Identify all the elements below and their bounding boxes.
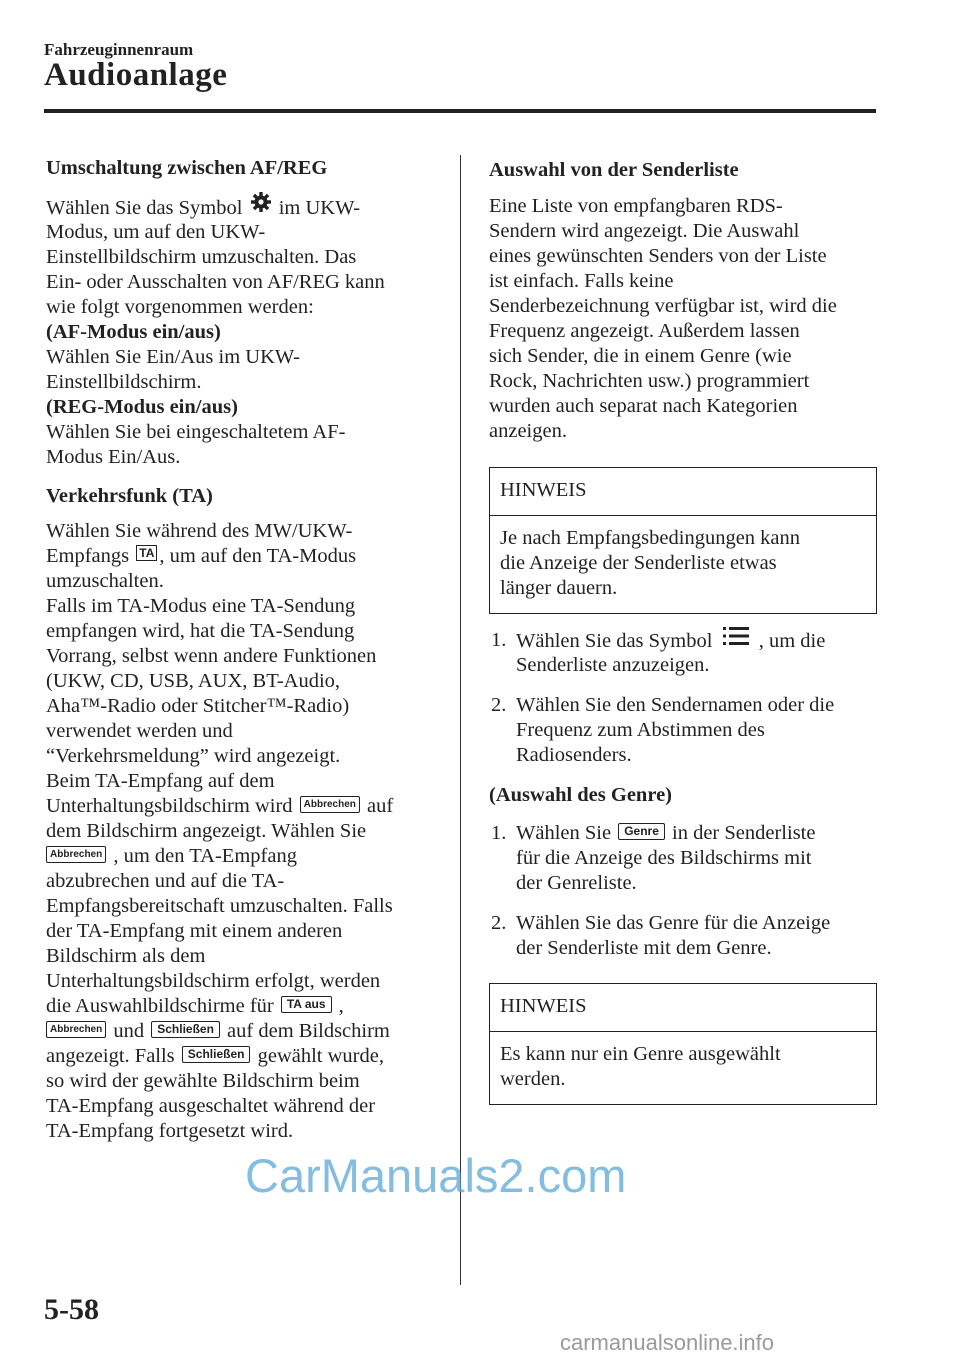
section-label: Fahrzeuginnenraum: [44, 40, 194, 59]
heading-af-reg: Umschaltung zwischen AF/REG: [46, 157, 328, 179]
note-line: die Anzeige der Senderliste etwas: [500, 552, 777, 574]
text-span: , um den TA-Empfang: [113, 845, 297, 867]
abbrechen-button: Abbrechen: [46, 1021, 106, 1038]
text-line: Unterhaltungsbildschirm erfolgt, werden: [46, 970, 381, 992]
text-span: die Auswahlbildschirme für: [46, 995, 274, 1017]
step-number: 2.: [491, 694, 507, 716]
text-span: auf: [367, 795, 394, 817]
text-line: Frequenz angezeigt. Außerdem lassen: [489, 320, 800, 342]
step-number: 1.: [491, 629, 507, 651]
text-line: sich Sender, die in einem Genre (wie: [489, 345, 792, 367]
text-span: im UKW-: [278, 197, 361, 220]
text-line: Radiosenders.: [516, 744, 632, 766]
note-body: [490, 1032, 876, 1104]
text-span: angezeigt. Falls: [46, 1045, 175, 1067]
text-line: wurden auch separat nach Kategorien: [489, 395, 798, 417]
text-line: [46, 994, 344, 1019]
text-line: [516, 821, 815, 846]
text-line: Falls im TA-Modus eine TA-Sendung: [46, 595, 356, 617]
text-line: Wählen Sie Ein/Aus im UKW-: [46, 346, 300, 368]
text-line: anzeigen.: [489, 420, 567, 442]
text-line: Eine Liste von empfangbaren RDS-: [489, 195, 783, 217]
text-line: Senderliste anzuzeigen.: [516, 654, 710, 676]
text-line: der Senderliste mit dem Genre.: [516, 937, 772, 959]
text-line: Ein- oder Ausschalten von AF/REG kann: [46, 271, 385, 293]
text-line: wie folgt vorgenommen werden:: [46, 296, 314, 318]
text-line: der Genreliste.: [516, 872, 637, 894]
text-span: ,: [338, 995, 344, 1017]
text-line: [46, 794, 393, 819]
text-span: Wählen Sie: [516, 822, 612, 844]
text-line: TA-Empfang ausgeschaltet während der: [46, 1095, 376, 1117]
text-line: verwendet werden und: [46, 720, 233, 742]
text-line: [46, 544, 356, 569]
step-number: 2.: [491, 912, 507, 934]
ta-aus-button: TA aus: [281, 996, 332, 1013]
text-line: “Verkehrsmeldung” wird angezeigt.: [46, 745, 341, 767]
text-line: der TA-Empfang mit einem anderen: [46, 920, 343, 942]
text-span: Empfangs: [46, 545, 130, 567]
text-span: Wählen Sie das Symbol: [516, 630, 713, 653]
text-line: (UKW, CD, USB, AUX, BT-Audio,: [46, 670, 341, 692]
text-line: umzuschalten.: [46, 570, 164, 592]
page-title: Audioanlage: [44, 57, 228, 93]
text-line: Wählen Sie während des MW/UKW-: [46, 520, 353, 542]
text-line: dem Bildschirm angezeigt. Wählen Sie: [46, 820, 367, 842]
abbrechen-button: Abbrechen: [300, 796, 360, 813]
text-line: Rock, Nachrichten usw.) programmiert: [489, 370, 810, 392]
abbrechen-button: Abbrechen: [46, 846, 106, 863]
footer-site: carmanualsonline.info: [560, 1330, 775, 1355]
text-line: so wird der gewählte Bildschirm beim: [46, 1070, 360, 1092]
text-line: [46, 844, 297, 869]
schliessen-button: Schließen: [151, 1021, 220, 1038]
text-line: Modus, um auf den UKW-: [46, 221, 266, 243]
text-line: Wählen Sie den Sendernamen oder die: [516, 694, 835, 716]
ta-icon: TA: [136, 545, 157, 561]
page-number: 5-58: [44, 1293, 99, 1326]
text-line: für die Anzeige des Bildschirms mit: [516, 847, 812, 869]
note-body: [490, 516, 876, 613]
text-span: , um auf den TA-Modus: [159, 545, 357, 567]
text-line: Senderbezeichnung verfügbar ist, wird die: [489, 295, 837, 317]
heading-senderliste: Auswahl von der Senderliste: [489, 159, 739, 181]
text-line: [46, 1044, 384, 1069]
schliessen-button: Schließen: [182, 1046, 251, 1063]
note-line: werden.: [500, 1068, 566, 1090]
list-icon: [722, 625, 750, 654]
text-span: und: [113, 1020, 145, 1042]
text-line: TA-Empfang fortgesetzt wird.: [46, 1120, 294, 1142]
text-line: ist einfach. Falls keine: [489, 270, 674, 292]
subheading-af: (AF-Modus ein/aus): [46, 321, 221, 343]
text-span: auf dem Bildschirm: [227, 1020, 390, 1042]
watermark: CarManuals2.com: [245, 1149, 627, 1202]
text-span: gewählt wurde,: [257, 1045, 384, 1067]
text-line: Sendern wird angezeigt. Die Auswahl: [489, 220, 800, 242]
text-line: empfangen wird, hat die TA-Sendung: [46, 620, 355, 642]
text-line: Einstellbildschirm.: [46, 371, 202, 393]
text-line: Empfangsbereitschaft umzuschalten. Falls: [46, 895, 393, 917]
text-span: in der Senderliste: [672, 822, 816, 844]
note-heading: HINWEIS: [490, 468, 876, 516]
step-number: 1.: [491, 822, 507, 844]
note-line: Es kann nur ein Genre ausgewählt: [500, 1043, 781, 1065]
text-line: Bildschirm als dem: [46, 945, 206, 967]
genre-button: Genre: [618, 823, 665, 840]
text-line: Beim TA-Empfang auf dem: [46, 770, 275, 792]
header-rule: [44, 109, 876, 113]
text-line: abzubrechen und auf die TA-: [46, 870, 285, 892]
text-line: Modus Ein/Aus.: [46, 446, 181, 468]
subheading-genre: (Auswahl des Genre): [489, 784, 672, 806]
gear-icon: [250, 191, 272, 220]
text-line: Wählen Sie bei eingeschaltetem AF-: [46, 421, 346, 443]
heading-ta: Verkehrsfunk (TA): [46, 485, 213, 507]
note-box: [489, 983, 877, 1105]
text-line: Vorrang, selbst wenn andere Funktionen: [46, 645, 377, 667]
text-line: eines gewünschten Senders von der Liste: [489, 245, 827, 267]
text-span: , um die: [758, 630, 826, 653]
text-span: Unterhaltungsbildschirm wird: [46, 795, 293, 817]
note-box: [489, 467, 877, 614]
note-line: länger dauern.: [500, 577, 618, 599]
note-heading: HINWEIS: [490, 984, 876, 1032]
text-span: Wählen Sie das Symbol: [46, 197, 243, 220]
text-line: Aha™-Radio oder Stitcher™-Radio): [46, 695, 350, 717]
text-line: Wählen Sie das Genre für die Anzeige: [516, 912, 831, 934]
column-divider: [460, 155, 461, 1285]
text-line: Einstellbildschirm umzuschalten. Das: [46, 246, 357, 268]
note-line: Je nach Empfangsbedingungen kann: [500, 527, 801, 549]
subheading-reg: (REG-Modus ein/aus): [46, 396, 238, 418]
text-line: Frequenz zum Abstimmen des: [516, 719, 765, 741]
text-line: [46, 1019, 390, 1044]
